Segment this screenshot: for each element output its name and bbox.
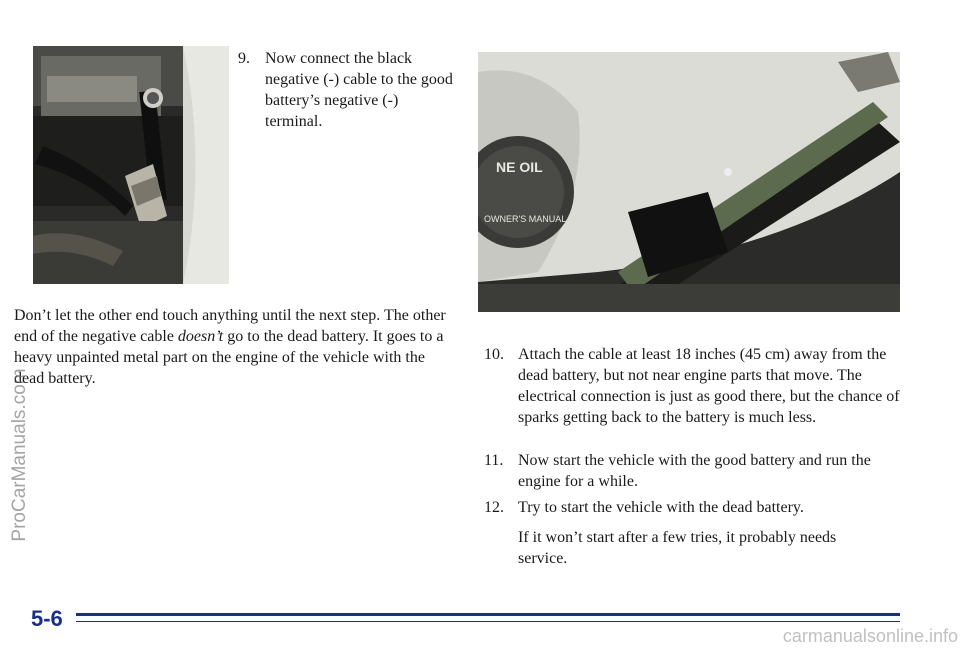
caution-text-emphasis: doesn’t [177,328,224,345]
step-12-number: 12. [484,499,504,516]
oil-cap-label-top: NE OIL [496,159,543,175]
step-12-text: Try to start the vehicle with the dead battery. [518,499,804,516]
page-number: 5-6 [31,606,63,631]
caution-paragraph [14,305,454,389]
step-10-number: 10. [484,346,504,363]
step-11-number: 11. [484,452,504,469]
watermark-left-text: ProCarManuals.com [9,368,30,542]
watermark-bottom: carmanualsonline.info [782,626,958,646]
step-12-note: If it won’t start after a few tries, it probably needs service. [518,529,837,567]
caution-text-before: Don’t let the other end touch anything until the next step. The other end of the negative cable [14,307,446,345]
step-11-text: Now start the vehicle with the good battery and run the engine for a while. [518,452,871,490]
footer-rule-thick [76,613,900,616]
footer-rule-thin [76,621,900,622]
engine-clamp-illustration [478,52,900,312]
step-9-number: 9. [238,50,250,67]
battery-clamp-illustration [33,46,229,284]
step-10-text: Attach the cable at least 18 inches (45 cm) away from the dead battery, but not near engine parts that move. The electrical connection is just as good there, but the chance of sparks getting back to the battery is much less. [518,346,900,426]
engine-ground-clamp-photo [478,52,900,312]
step-9-text: Now connect the black negative (-) cable to the good battery’s negative (-) terminal. [265,50,453,130]
oil-cap-label-bottom: OWNER'S MANUAL [484,214,567,224]
caution-text-after: go to the dead battery. It goes to a heavy unpainted metal part on the engine of the vehicle with the dead battery. [14,328,444,387]
battery-clamp-photo [33,46,229,284]
